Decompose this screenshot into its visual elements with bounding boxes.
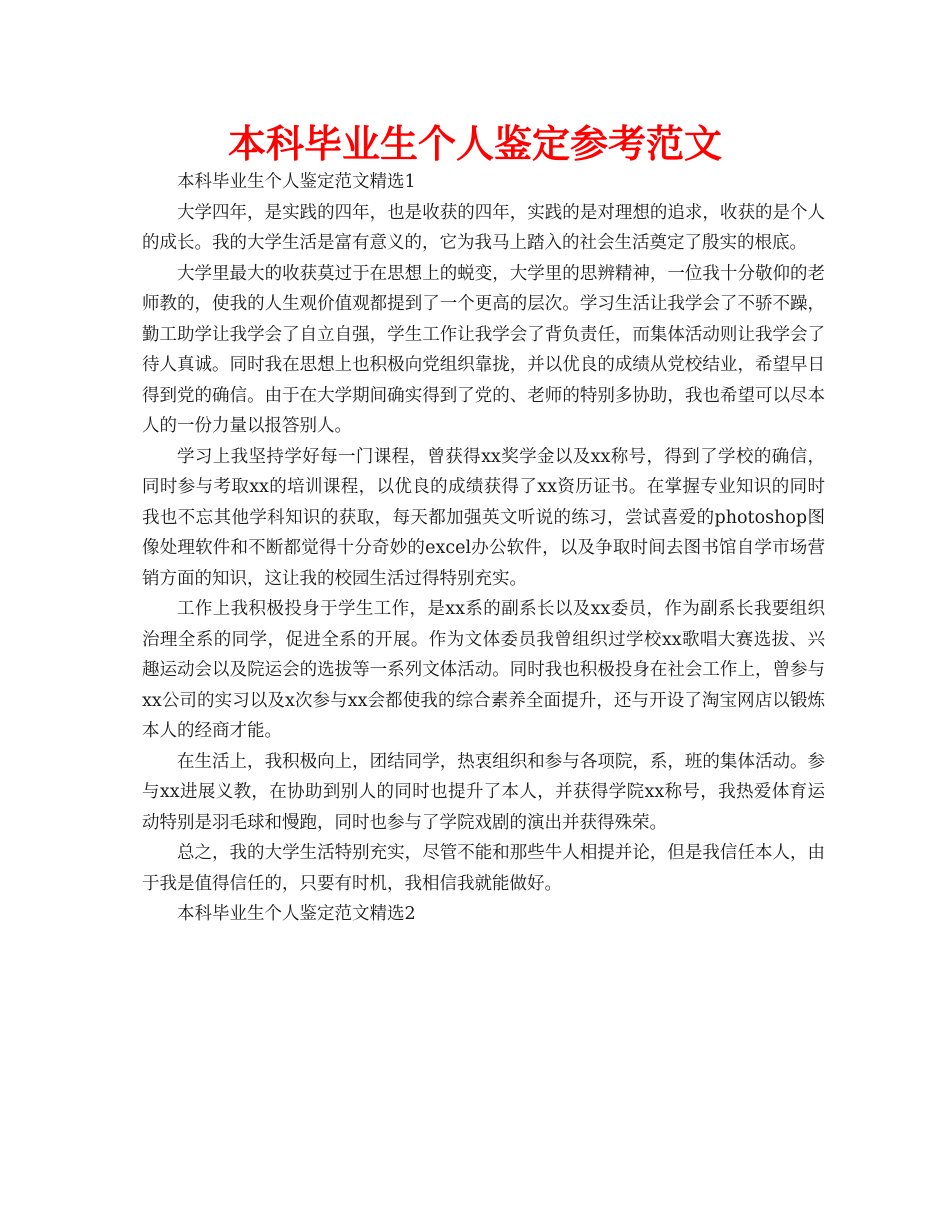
section-heading-2: 本科毕业生个人鉴定范文精选2: [177, 904, 416, 924]
paragraph-6: 总之，我的大学生活特别充实，尽管不能和那些牛人相提并论，但是我信任本人，由于我是值得信任的，只要有时机，我相信我就能做好。: [142, 843, 825, 894]
paragraph-3: 学习上我坚持学好每一门课程，曾获得xx奖学金以及xx称号，得到了学校的确信，同时参与考取xx的培训课程，以优良的成绩获得了xx资历证书。在掌握专业知识的同时我也不忘其他学科知识的获取，每天都加强英文听说的练习，尝试喜爱的photoshop图像处理软件和不断都觉得十分奇妙的excel办公软件，以及争取时间去图书馆自学市场营销方面的知识，这让我的校园生活过得特别充实。: [142, 446, 825, 589]
paragraph-4: 工作上我积极投身于学生工作，是xx系的副系长以及xx委员，作为副系长我要组织治理全系的同学，促进全系的开展。作为文体委员我曾组织过学校xx歌唱大赛选拔、兴趣运动会以及院运会的选拔等一系列文体活动。同时我也积极投身在社会工作上，曾参与xx公司的实习以及x次参与xx会都使我的综合素养全面提升，还与开设了淘宝网店以锻炼本人的经商才能。: [142, 599, 825, 741]
document-title: 本科毕业生个人鉴定参考范文: [227, 122, 722, 166]
paragraph-5: 在生活上，我积极向上，团结同学，热衷组织和参与各项院，系，班的集体活动。参与xx进展义教，在协助到别人的同时也提升了本人，并获得学院xx称号，我热爱体育运动特别是羽毛球和慢跑，同时也参与了学院戏剧的演出并获得殊荣。: [142, 751, 825, 833]
document-body: [142, 167, 825, 930]
paragraph-1: 大学四年，是实践的四年，也是收获的四年，实践的是对理想的追求，收获的是个人的成长。我的大学生活是富有意义的，它为我马上踏入的社会生活奠定了殷实的根底。: [142, 202, 825, 253]
section-heading-1: 本科毕业生个人鉴定范文精选1: [177, 172, 416, 192]
paragraph-2: 大学里最大的收获莫过于在思想上的蜕变，大学里的思辨精神，一位我十分敬仰的老师教的，使我的人生观价值观都提到了一个更高的层次。学习生活让我学会了不骄不躁，勤工助学让我学会了自立自强，学生工作让我学会了背负责任，而集体活动则让我学会了待人真诚。同时我在思想上也积极向党组织靠拢，并以优良的成绩从党校结业，希望早日得到党的确信。由于在大学期间确实得到了党的、老师的特别多协助，我也希望可以尽本人的一份力量以报答别人。: [142, 263, 825, 436]
